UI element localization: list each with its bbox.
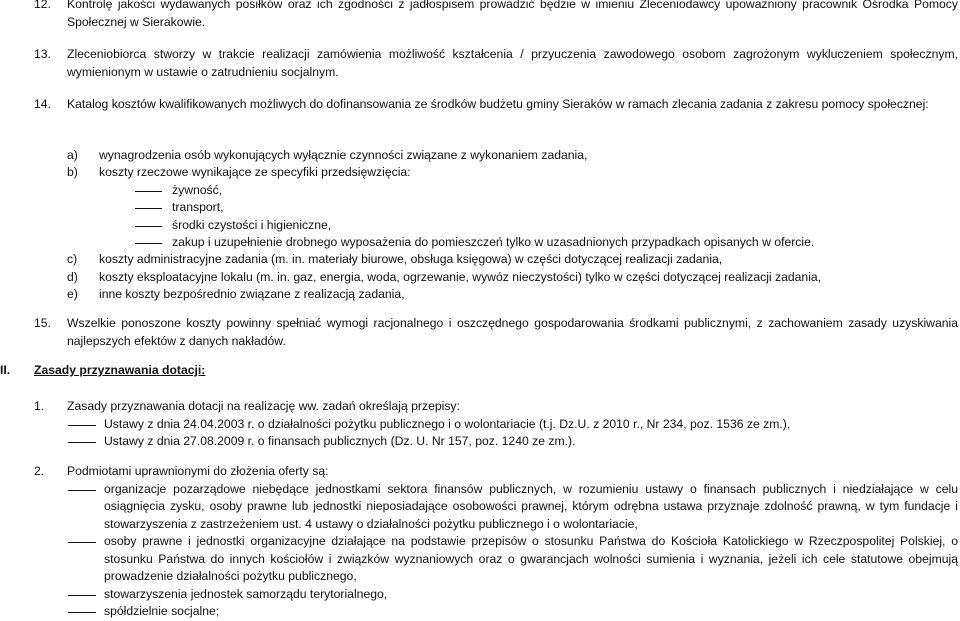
dash-bullet bbox=[68, 425, 96, 426]
dash-bullet bbox=[68, 612, 96, 613]
item-text: Podmiotami uprawnionymi do złożenia oferty są: bbox=[67, 464, 329, 478]
dash-bullet bbox=[68, 542, 96, 543]
dash-list-item bbox=[67, 234, 957, 251]
item-letter: c) bbox=[67, 252, 78, 267]
bullet-item bbox=[34, 603, 958, 621]
item-text: zakup i uzupełnienie drobnego wyposażenia do pomieszczeń tylko w uzasadnionych przypadkach opisanych w ofercie. bbox=[172, 234, 815, 249]
list-item bbox=[67, 269, 957, 286]
item-text: organizacje pozarządowe niebędące jednostkami sektora finansów publicznych, w rozumieniu ustawy o finansach publicznych i niedziałające w celu osiągnięcia zysku, osoby prawne lub jednostki nieposiadające osobowości prawnej, którym odrębna ustawa przyznaje zdolność prawną, w tym fundacje i stowarzyszenia z zastrzeżeniem ust. 4 ustawy o działalności pożytku publicznego i o wolontariacie, bbox=[104, 481, 958, 531]
dash-bullet bbox=[68, 442, 96, 443]
list-item bbox=[34, 463, 958, 481]
item-number: 15. bbox=[34, 316, 51, 330]
item-text: Zasady przyznawania dotacji na realizację ww. zadań określają przepisy: bbox=[67, 399, 460, 413]
item-number: 1. bbox=[34, 399, 45, 413]
bullet-item bbox=[34, 586, 958, 604]
item-text: Zleceniobiorca stworzy w trakcie realizacji zamówienia możliwość kształcenia / przyuczenia zawodowego osobom zagrożonym wykluczeniem społecznym, wymienionym w ustawie o zatrudnieniu socjalnym. bbox=[67, 47, 958, 79]
list-item-15 bbox=[34, 315, 958, 350]
item-text: spółdzielnie socjalne; bbox=[104, 604, 220, 618]
item-text: środki czystości i higieniczne, bbox=[172, 217, 332, 232]
item-letter: e) bbox=[67, 287, 78, 302]
section-title: Zasady przyznawania dotacji: bbox=[34, 363, 206, 377]
bullet-item bbox=[34, 481, 958, 534]
item-letter: b) bbox=[67, 165, 78, 180]
bullet-item bbox=[34, 533, 958, 586]
item-number: 12. bbox=[34, 0, 51, 11]
item-number: 13. bbox=[34, 47, 51, 61]
list-item bbox=[34, 398, 958, 416]
item-text: inne koszty bezpośrednio związane z realizacją zadania, bbox=[99, 287, 405, 302]
dash-bullet bbox=[68, 490, 96, 491]
item-text: koszty eksploatacyjne lokalu (m. in. gaz, energia, woda, ogrzewanie, wywóz nieczystości) tylko w części dotyczącej realizacji zadania, bbox=[99, 269, 822, 284]
section-number: II. bbox=[0, 363, 11, 377]
item-text: stowarzyszenia jednostek samorządu terytorialnego, bbox=[104, 586, 388, 601]
list-item bbox=[67, 164, 957, 181]
point-2 bbox=[34, 463, 958, 621]
item-text: transport, bbox=[172, 200, 224, 215]
point-1 bbox=[34, 398, 958, 451]
item-letter: d) bbox=[67, 269, 78, 284]
dash-list-item bbox=[67, 182, 957, 199]
bullet-item bbox=[34, 416, 958, 434]
item-number: 2. bbox=[34, 464, 45, 478]
dash-bullet bbox=[135, 191, 162, 192]
list-item bbox=[67, 286, 957, 303]
item-letter: a) bbox=[67, 148, 78, 162]
item-text: koszty administracyjne zadania (m. in. materiały biurowe, obsługa księgowa) w części dotyczącej realizacji zadania, bbox=[99, 252, 723, 267]
item-text: wynagrodzenia osób wykonujących wyłącznie czynności związane z wykonaniem zadania, bbox=[99, 148, 588, 162]
item-number: 14. bbox=[34, 97, 51, 111]
item-text: Katalog kosztów kwalifikowanych możliwych do dofinansowania ze środków budżetu gminy Sieraków w ramach zlecania zadania z zakresu pomocy społecznej: bbox=[67, 97, 929, 111]
list-item-13 bbox=[34, 46, 958, 81]
list-item-14 bbox=[34, 96, 958, 114]
item-text: Kontrolę jakości wydawanych posiłków oraz ich zgodności z jadłospisem prowadzić będzie w imieniu Zleceniodawcy upoważniony pracownik Ośrodka Pomocy Społecznej w Sierakowie. bbox=[67, 0, 958, 29]
cost-catalog-list bbox=[67, 147, 957, 304]
dash-bullet bbox=[68, 595, 96, 596]
list-item bbox=[67, 147, 957, 164]
list-item bbox=[67, 251, 957, 268]
item-text: osoby prawne i jednostki organizacyjne działające na podstawie przepisów o stosunku Państwa do Kościoła Katolickiego w Rzeczpospolitej Polskiej, o stosunku Państwa do innych kościołów i związków wyznaniowych oraz o gwarancjach wolności sumienia i wyznania, jeżeli ich cele statutowe obejmują prowadzenie działalności pożytku publicznego, bbox=[104, 534, 958, 583]
item-text: Wszelkie ponoszone koszty powinny spełniać wymogi racjonalnego i oszczędnego gospodarowania środkami publicznymi, z zachowaniem zasady uzyskiwania najlepszych efektów z danych nakładów. bbox=[67, 316, 958, 348]
bullet-item bbox=[34, 433, 958, 451]
item-text: Ustawy z dnia 27.08.2009 r. o finansach publicznych (Dz. U. Nr 157, poz. 1240 ze zm.). bbox=[104, 434, 576, 448]
dash-bullet bbox=[135, 243, 162, 244]
item-text: żywność, bbox=[172, 182, 223, 197]
item-text: koszty rzeczowe wynikające ze specyfiki przedsięwzięcia: bbox=[99, 165, 411, 180]
dash-bullet bbox=[135, 226, 162, 227]
item-text: Ustawy z dnia 24.04.2003 r. o działalności pożytku publicznego i o wolontariacie (t.j. Dz.U. z 2010 r., Nr 234, poz. 1536 ze zm.), bbox=[104, 416, 791, 431]
dash-list-item bbox=[67, 199, 957, 216]
list-item-12 bbox=[34, 0, 958, 31]
dash-list-item bbox=[67, 217, 957, 234]
dash-bullet bbox=[135, 208, 162, 209]
